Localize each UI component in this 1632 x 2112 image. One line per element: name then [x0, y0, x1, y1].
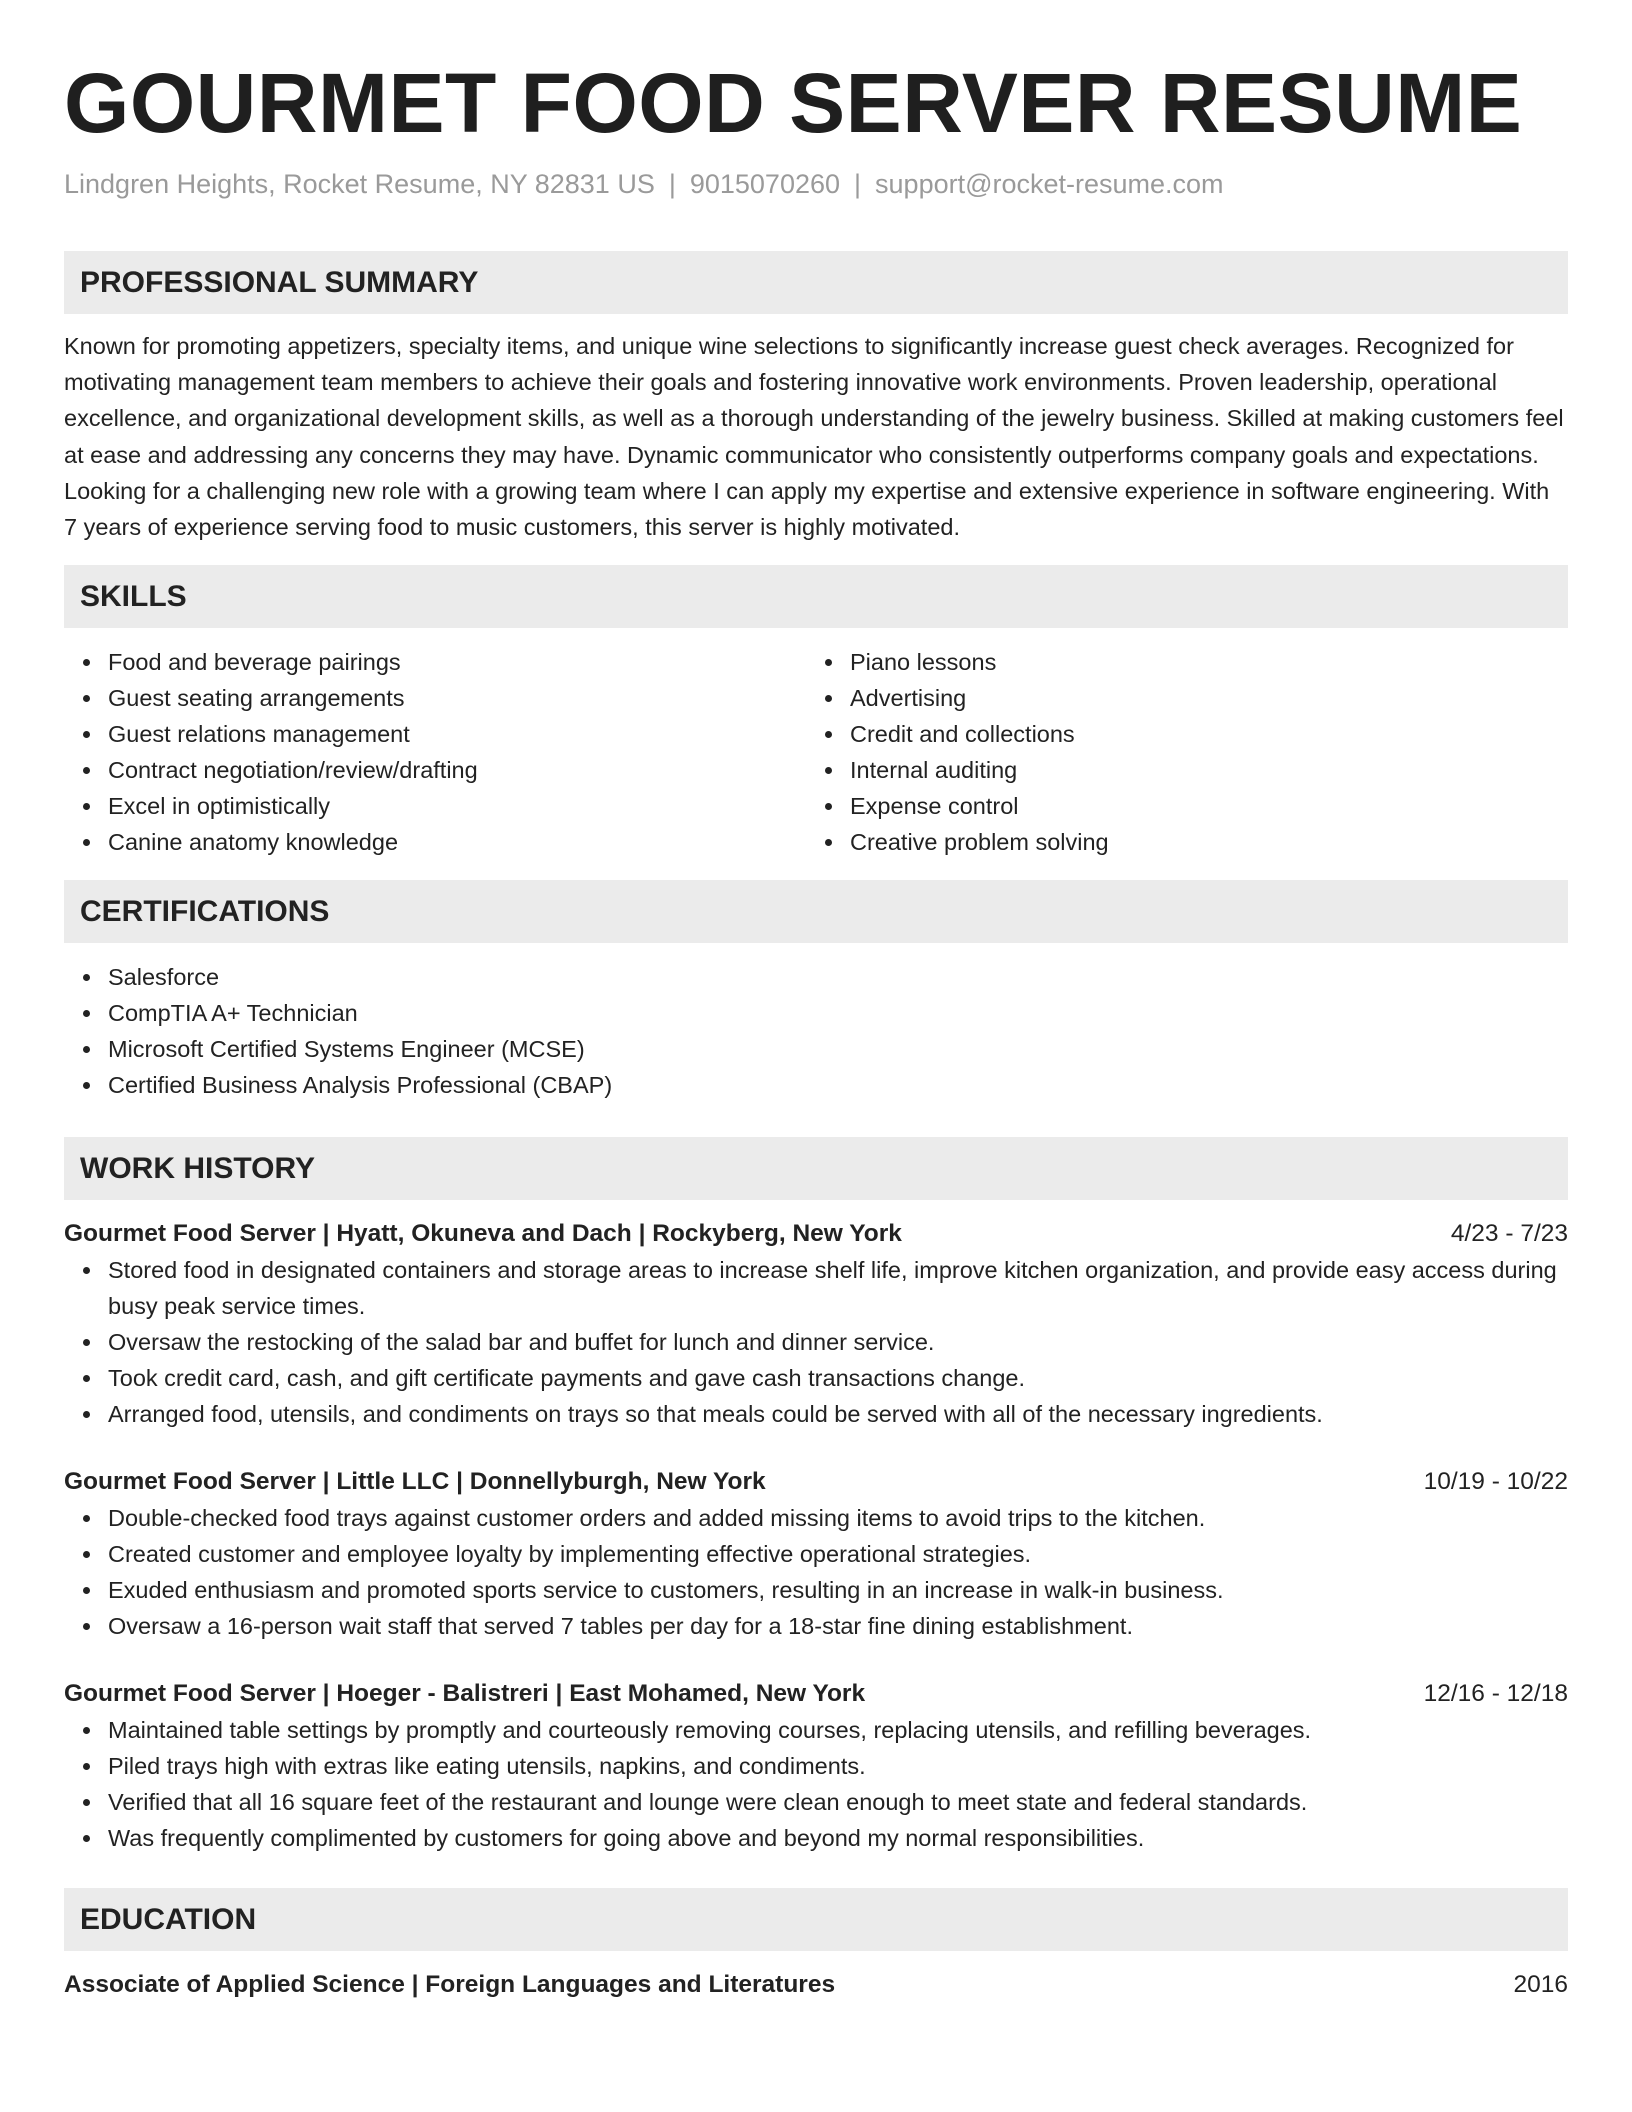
skill-item: Canine anatomy knowledge — [64, 824, 806, 860]
skill-item: Excel in optimistically — [64, 788, 806, 824]
resume-title: GOURMET FOOD SERVER RESUME — [64, 56, 1523, 150]
job-bullet: Double-checked food trays against customer orders and added missing items to avoid trips to the kitchen. — [64, 1500, 1568, 1536]
job-bullet: Maintained table settings by promptly and courteously removing courses, replacing utensils, and refilling beverages. — [64, 1712, 1568, 1748]
job-title: Gourmet Food Server | Hyatt, Okuneva and Dach | Rockyberg, New York — [64, 1220, 902, 1248]
job-bullet: Oversaw the restocking of the salad bar and buffet for lunch and dinner service. — [64, 1324, 1568, 1360]
job-bullet: Stored food in designated containers and storage areas to increase shelf life, improve kitchen organization, and provide easy access during busy peak service times. — [64, 1252, 1568, 1324]
certification-item: CompTIA A+ Technician — [64, 995, 1568, 1031]
job-header — [64, 1216, 1568, 1252]
certifications-list — [64, 959, 1568, 1103]
job-bullets — [64, 1252, 1568, 1432]
skills-list-right — [806, 644, 1548, 860]
job-dates: 10/19 - 10/22 — [1423, 1468, 1568, 1496]
job-bullet: Oversaw a 16-person wait staff that served 7 tables per day for a 18-star fine dining establishment. — [64, 1608, 1568, 1644]
skill-item: Guest relations management — [64, 716, 806, 752]
job-bullet: Verified that all 16 square feet of the restaurant and lounge were clean enough to meet state and federal standards. — [64, 1784, 1568, 1820]
section-header-skills: SKILLS — [64, 565, 1568, 628]
contact-email: support@rocket-resume.com — [875, 169, 1224, 199]
skill-item: Creative problem solving — [806, 824, 1548, 860]
certification-item: Certified Business Analysis Professional (CBAP) — [64, 1067, 1568, 1103]
job-bullet: Was frequently complimented by customers for going above and beyond my normal responsibilities. — [64, 1820, 1568, 1856]
job-title: Gourmet Food Server | Hoeger - Balistreri | East Mohamed, New York — [64, 1680, 866, 1708]
skill-item: Expense control — [806, 788, 1548, 824]
contact-separator: | — [668, 169, 676, 199]
skill-item: Credit and collections — [806, 716, 1548, 752]
education-year: 2016 — [1513, 1971, 1568, 1999]
job-entry — [64, 1676, 1568, 1856]
section-header-education: EDUCATION — [64, 1888, 1568, 1951]
skills-list-left — [64, 644, 806, 860]
skill-item: Contract negotiation/review/drafting — [64, 752, 806, 788]
job-bullet: Exuded enthusiasm and promoted sports service to customers, resulting in an increase in walk-in business. — [64, 1572, 1568, 1608]
job-bullets — [64, 1712, 1568, 1856]
job-bullet: Piled trays high with extras like eating utensils, napkins, and condiments. — [64, 1748, 1568, 1784]
job-dates: 4/23 - 7/23 — [1450, 1220, 1568, 1248]
certification-item: Microsoft Certified Systems Engineer (MCSE) — [64, 1031, 1568, 1067]
skill-item: Guest seating arrangements — [64, 680, 806, 716]
job-bullet: Arranged food, utensils, and condiments on trays so that meals could be served with all of the necessary ingredients. — [64, 1396, 1568, 1432]
summary-text: Known for promoting appetizers, specialty items, and unique wine selections to significantly increase guest check averages. Recognized for motivating management team members to achieve their goals and fostering innovative work environments. Proven leadership, operational excellence, and organizational development skills, as well as a thorough understanding of the jewelry business. Skilled at making customers feel at ease and addressing any concerns they may have. Dynamic communicator who consistently outperforms company goals and expectations. Looking for a challenging new role with a growing team where I can apply my expertise and extensive experience in software engineering. With 7 years of experience serving food to music customers, this server is highly motivated. — [64, 333, 1564, 541]
contact-line — [64, 168, 1568, 200]
job-title: Gourmet Food Server | Little LLC | Donnellyburgh, New York — [64, 1468, 766, 1496]
job-entry — [64, 1464, 1568, 1644]
job-header — [64, 1676, 1568, 1712]
job-bullet: Took credit card, cash, and gift certificate payments and gave cash transactions change. — [64, 1360, 1568, 1396]
certification-item: Salesforce — [64, 959, 1568, 995]
job-bullets — [64, 1500, 1568, 1644]
contact-separator: | — [854, 169, 862, 199]
contact-address: Lindgren Heights, Rocket Resume, NY 82831 US — [64, 169, 655, 199]
skill-item: Piano lessons — [806, 644, 1548, 680]
skill-item: Food and beverage pairings — [64, 644, 806, 680]
education-degree: Associate of Applied Science | Foreign Languages and Literatures — [64, 1971, 836, 1999]
section-header-work-history: WORK HISTORY — [64, 1137, 1568, 1200]
contact-phone: 9015070260 — [689, 169, 841, 199]
skill-item: Internal auditing — [806, 752, 1548, 788]
job-header — [64, 1464, 1568, 1500]
section-header-summary: PROFESSIONAL SUMMARY — [64, 251, 1568, 314]
job-entry — [64, 1216, 1568, 1432]
education-entry — [64, 1967, 1568, 2003]
job-bullet: Created customer and employee loyalty by implementing effective operational strategies. — [64, 1536, 1568, 1572]
job-dates: 12/16 - 12/18 — [1423, 1680, 1568, 1708]
skills-grid — [64, 644, 1568, 860]
skill-item: Advertising — [806, 680, 1548, 716]
section-header-certifications: CERTIFICATIONS — [64, 880, 1568, 943]
